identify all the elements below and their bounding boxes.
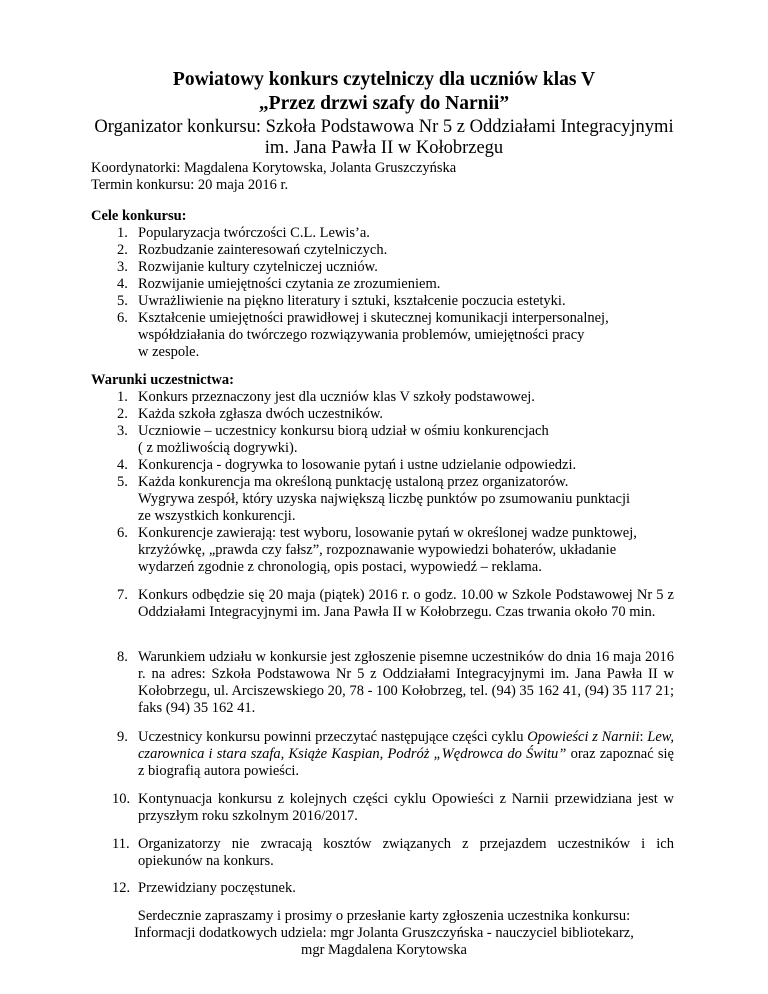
condition-text: Warunkiem udziału w konkursie jest zgłoszenie pisemne uczestników do dnia 16 maja 2016 r. na adres: Szkoła Podstawowa Nr 5 z Oddziałami Integracyjnymi im. Jana Pawła II w Kołobrzegu, ul. Arciszewskiego 20, 78 - 100 Kołobrzeg, tel. (94) 35 162 41, (94) 35 117 21; faks (94) 35 162 41.	[138, 649, 674, 716]
condition-number: 5.	[117, 474, 128, 490]
organizer-line-2: im. Jana Pawła II w Kołobrzegu	[264, 138, 504, 158]
book-titles: Lew, czarownica i stara szafa, Książe Kaspian, Podróż „Wędrowca do Świtu”	[138, 729, 674, 762]
condition-number: 6.	[117, 525, 128, 541]
condition-text-line: ze wszystkich konkurencji.	[138, 508, 296, 524]
goal-text: Rozbudzanie zainteresowań czytelniczych.	[138, 242, 388, 258]
condition-number: 9.	[117, 729, 128, 745]
condition-number: 12.	[112, 880, 131, 896]
goal-number: 6.	[117, 310, 128, 326]
condition-text: Kontynuacja konkursu z kolejnych części cyklu Opowieści z Narnii przewidziana jest w przyszłym roku szkolnym 2016/2017.	[138, 791, 674, 824]
condition-number: 10.	[112, 791, 131, 807]
goal-text: Uwrażliwienie na piękno literatury i sztuki, kształcenie poczucia estetyki.	[138, 293, 566, 309]
goal-text-line: w zespole.	[138, 344, 200, 360]
series-title: Opowieści z Narnii	[527, 729, 640, 745]
goal-text: Popularyzacja twórczości C.L. Lewis’a.	[138, 225, 370, 241]
condition-text: Każda szkoła zgłasza dwóch uczestników.	[138, 406, 384, 422]
condition-text-plain: oraz zapoznać się z biografią autora powieści.	[138, 746, 674, 779]
condition-text-line: Konkurencje zawierają: test wyboru, losowanie pytań w określonej wadze punktowej,	[138, 525, 637, 541]
coordinators: Koordynatorki: Magdalena Korytowska, Jolanta Gruszczyńska	[91, 160, 457, 176]
title-line-1: Powiatowy konkurs czytelniczy dla uczniów klas V	[172, 69, 596, 90]
condition-text-line: Wygrywa zespół, który uzyska największą liczbę punktów po zsumowaniu punktacji	[138, 491, 630, 507]
organizer-line-1: Organizator konkursu: Szkoła Podstawowa Nr 5 z Oddziałami Integracyjnymi	[94, 117, 674, 137]
goal-number: 5.	[117, 293, 128, 309]
condition-number: 1.	[117, 389, 128, 405]
condition-text: Przewidziany poczęstunek.	[138, 880, 296, 896]
condition-number: 3.	[117, 423, 128, 439]
footer-contact: Informacji dodatkowych udziela: mgr Jolanta Gruszczyńska - nauczyciel bibliotekarz,	[134, 925, 634, 941]
colon: :	[639, 729, 648, 745]
goal-number: 3.	[117, 259, 128, 275]
goal-number: 2.	[117, 242, 128, 258]
title-line-2: „Przez drzwi szafy do Narnii”	[258, 93, 510, 114]
condition-number: 2.	[117, 406, 128, 422]
condition-text: Konkurs odbędzie się 20 maja (piątek) 2016 r. o godz. 10.00 w Szkole Podstawowej Nr 5 z Oddziałami Integracyjnymi im. Jana Pawła II w Kołobrzegu. Czas trwania około 70 min.	[138, 587, 674, 620]
goal-text: Rozwijanie umiejętności czytania ze zrozumieniem.	[138, 276, 441, 292]
condition-text: Konkurencja - dogrywka to losowanie pytań i ustne udzielanie odpowiedzi.	[138, 457, 577, 473]
condition-text-line: wydarzeń zgodnie z chronologią, opis postaci, wypowiedź – reklama.	[138, 559, 542, 575]
conditions-heading: Warunki uczestnictwa:	[91, 372, 234, 388]
goal-number: 4.	[117, 276, 128, 292]
goals-heading: Cele konkursu:	[91, 208, 187, 224]
condition-number: 4.	[117, 457, 128, 473]
goal-number: 1.	[117, 225, 128, 241]
condition-text	[138, 729, 674, 780]
condition-number: 8.	[117, 649, 128, 665]
goal-text-line: współdziałania do twórczego rozwiązywania problemów, umiejętności pracy	[138, 327, 585, 343]
condition-text: Konkurs przeznaczony jest dla uczniów klas V szkoły podstawowej.	[138, 389, 535, 405]
condition-text-line: Każda konkurencja ma określoną punktację ustaloną przez organizatorów.	[138, 474, 569, 490]
condition-text-line: krzyżówkę, „prawda czy fałsz”, rozpoznawanie wypowiedzi bohaterów, układanie	[138, 542, 617, 558]
condition-number: 11.	[112, 836, 130, 852]
condition-number: 7.	[117, 587, 128, 603]
condition-text: Organizatorzy nie zwracają kosztów związanych z przejazdem uczestników i ich opiekunów na konkurs.	[138, 836, 674, 869]
condition-text-line: Uczniowie – uczestnicy konkursu biorą udział w ośmiu konkurencjach	[138, 423, 549, 439]
contest-date: Termin konkursu: 20 maja 2016 r.	[91, 177, 289, 193]
footer-invitation: Serdecznie zapraszamy i prosimy o przesłanie karty zgłoszenia uczestnika konkursu:	[137, 908, 631, 924]
condition-text-line: ( z możliwością dogrywki).	[138, 440, 298, 456]
goal-text-line: Kształcenie umiejętności prawidłowej i skutecznej komunikacji interpersonalnej,	[138, 310, 609, 326]
footer-contact-2: mgr Magdalena Korytowska	[301, 942, 467, 958]
condition-text-plain: Uczestnicy konkursu powinni przeczytać następujące części cyklu	[138, 729, 524, 745]
goal-text: Rozwijanie kultury czytelniczej uczniów.	[138, 259, 378, 275]
